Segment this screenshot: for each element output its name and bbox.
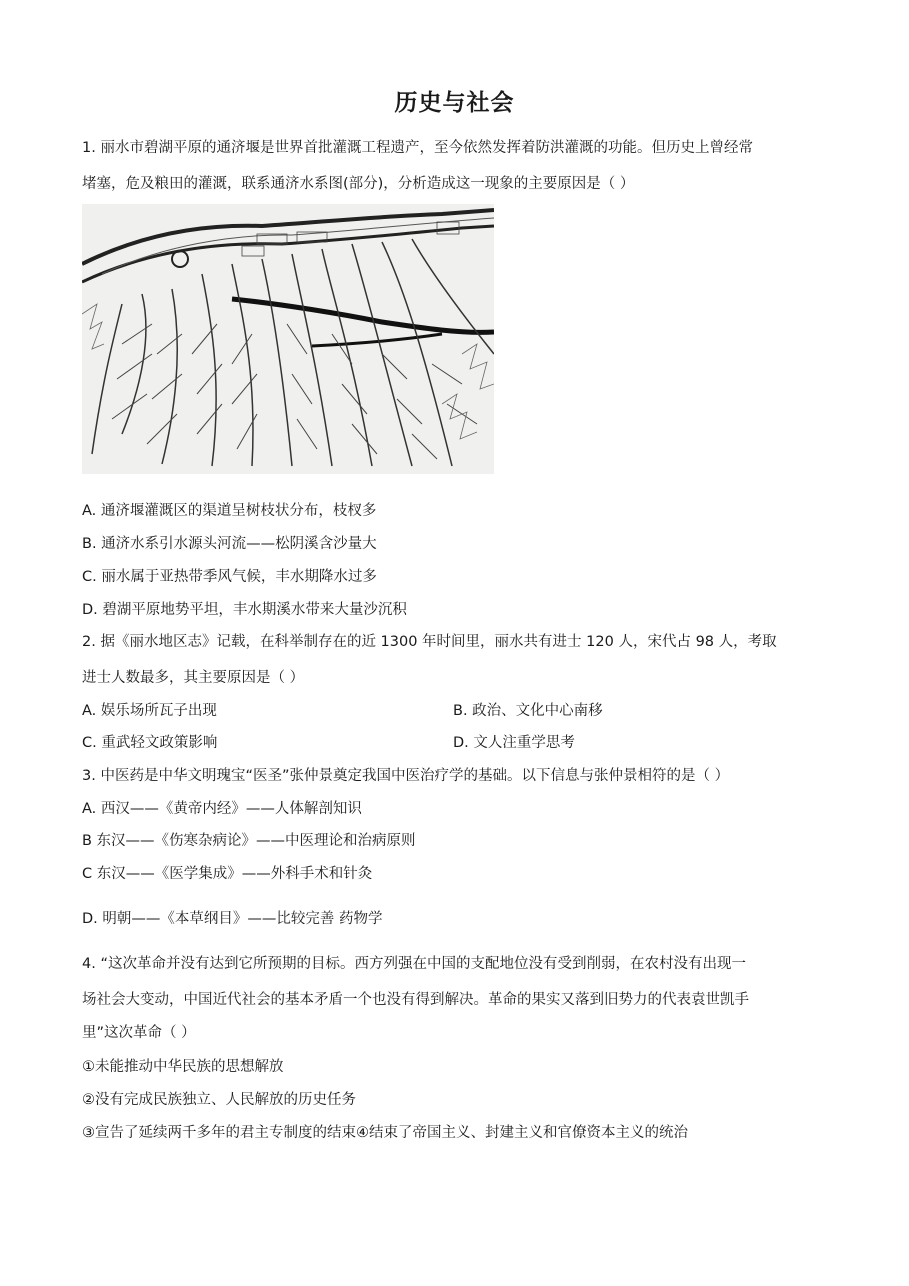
q2-option-c: C. 重武轻文政策影响 [82, 735, 218, 751]
page-title: 历史与社会 [394, 90, 515, 116]
q3-option-a: A. 西汉——《黄帝内经》——人体解剖知识 [82, 801, 362, 817]
q2-stem-line2: 进士人数最多，其主要原因是（ ） [82, 670, 305, 686]
q3-option-c: C 东汉——《医学集成》——外科手术和针灸 [82, 866, 373, 882]
q1-option-a: A. 通济堰灌溉区的渠道呈树枝状分布，枝杈多 [82, 503, 377, 519]
q4-item-2: ②没有完成民族独立、人民解放的历史任务 [82, 1092, 356, 1108]
q1-option-b: B. 通济水系引水源头河流——松阴溪含沙量大 [82, 536, 377, 552]
q4-stem-line2: 场社会大变动，中国近代社会的基本矛盾一个也没有得到解决。革命的果实又落到旧势力的代表袁世凯手 [82, 992, 749, 1008]
q4-stem-line1: 4. “这次革命并没有达到它所预期的目标。西方列强在中国的支配地位没有受到削弱，在农村没有出现一 [82, 956, 746, 972]
q4-item-3: ③宣告了延续两千多年的君主专制度的结束④结束了帝国主义、封建主义和官僚资本主义的统治 [82, 1125, 688, 1141]
water-system-map-icon [82, 204, 494, 474]
q1-stem-line1: 1. 丽水市碧湖平原的通济堰是世界首批灌溉工程遗产，至今依然发挥着防洪灌溉的功能。但历史上曾经常 [82, 140, 753, 156]
q3-option-d: D. 明朝——《本草纲目》——比较完善 药物学 [82, 911, 383, 927]
q1-stem-line2: 堵塞，危及粮田的灌溉，联系通济水系图(部分)，分析造成这一现象的主要原因是（ ） [82, 176, 635, 192]
q3-stem: 3. 中医药是中华文明瑰宝“医圣”张仲景奠定我国中医治疗学的基础。以下信息与张仲景相符的是（ ） [82, 768, 730, 784]
q2-option-b: B. 政治、文化中心南移 [453, 703, 603, 719]
q2-stem-line1: 2. 据《丽水地区志》记载，在科举制存在的近 1300 年时间里，丽水共有进士 120 人，宋代占 98 人，考取 [82, 634, 777, 650]
q3-option-b: B 东汉——《伤寒杂病论》——中医理论和治病原则 [82, 833, 416, 849]
q1-option-d: D. 碧湖平原地势平坦，丰水期溪水带来大量沙沉积 [82, 602, 407, 618]
q2-option-a: A. 娱乐场所瓦子出现 [82, 703, 217, 719]
q4-stem-line3: 里”这次革命（ ） [82, 1025, 196, 1041]
q2-option-d: D. 文人注重学思考 [453, 735, 575, 751]
q4-item-1: ①未能推动中华民族的思想解放 [82, 1059, 284, 1075]
q1-option-c: C. 丽水属于亚热带季风气候，丰水期降水过多 [82, 569, 377, 585]
water-system-map-image [82, 204, 494, 474]
